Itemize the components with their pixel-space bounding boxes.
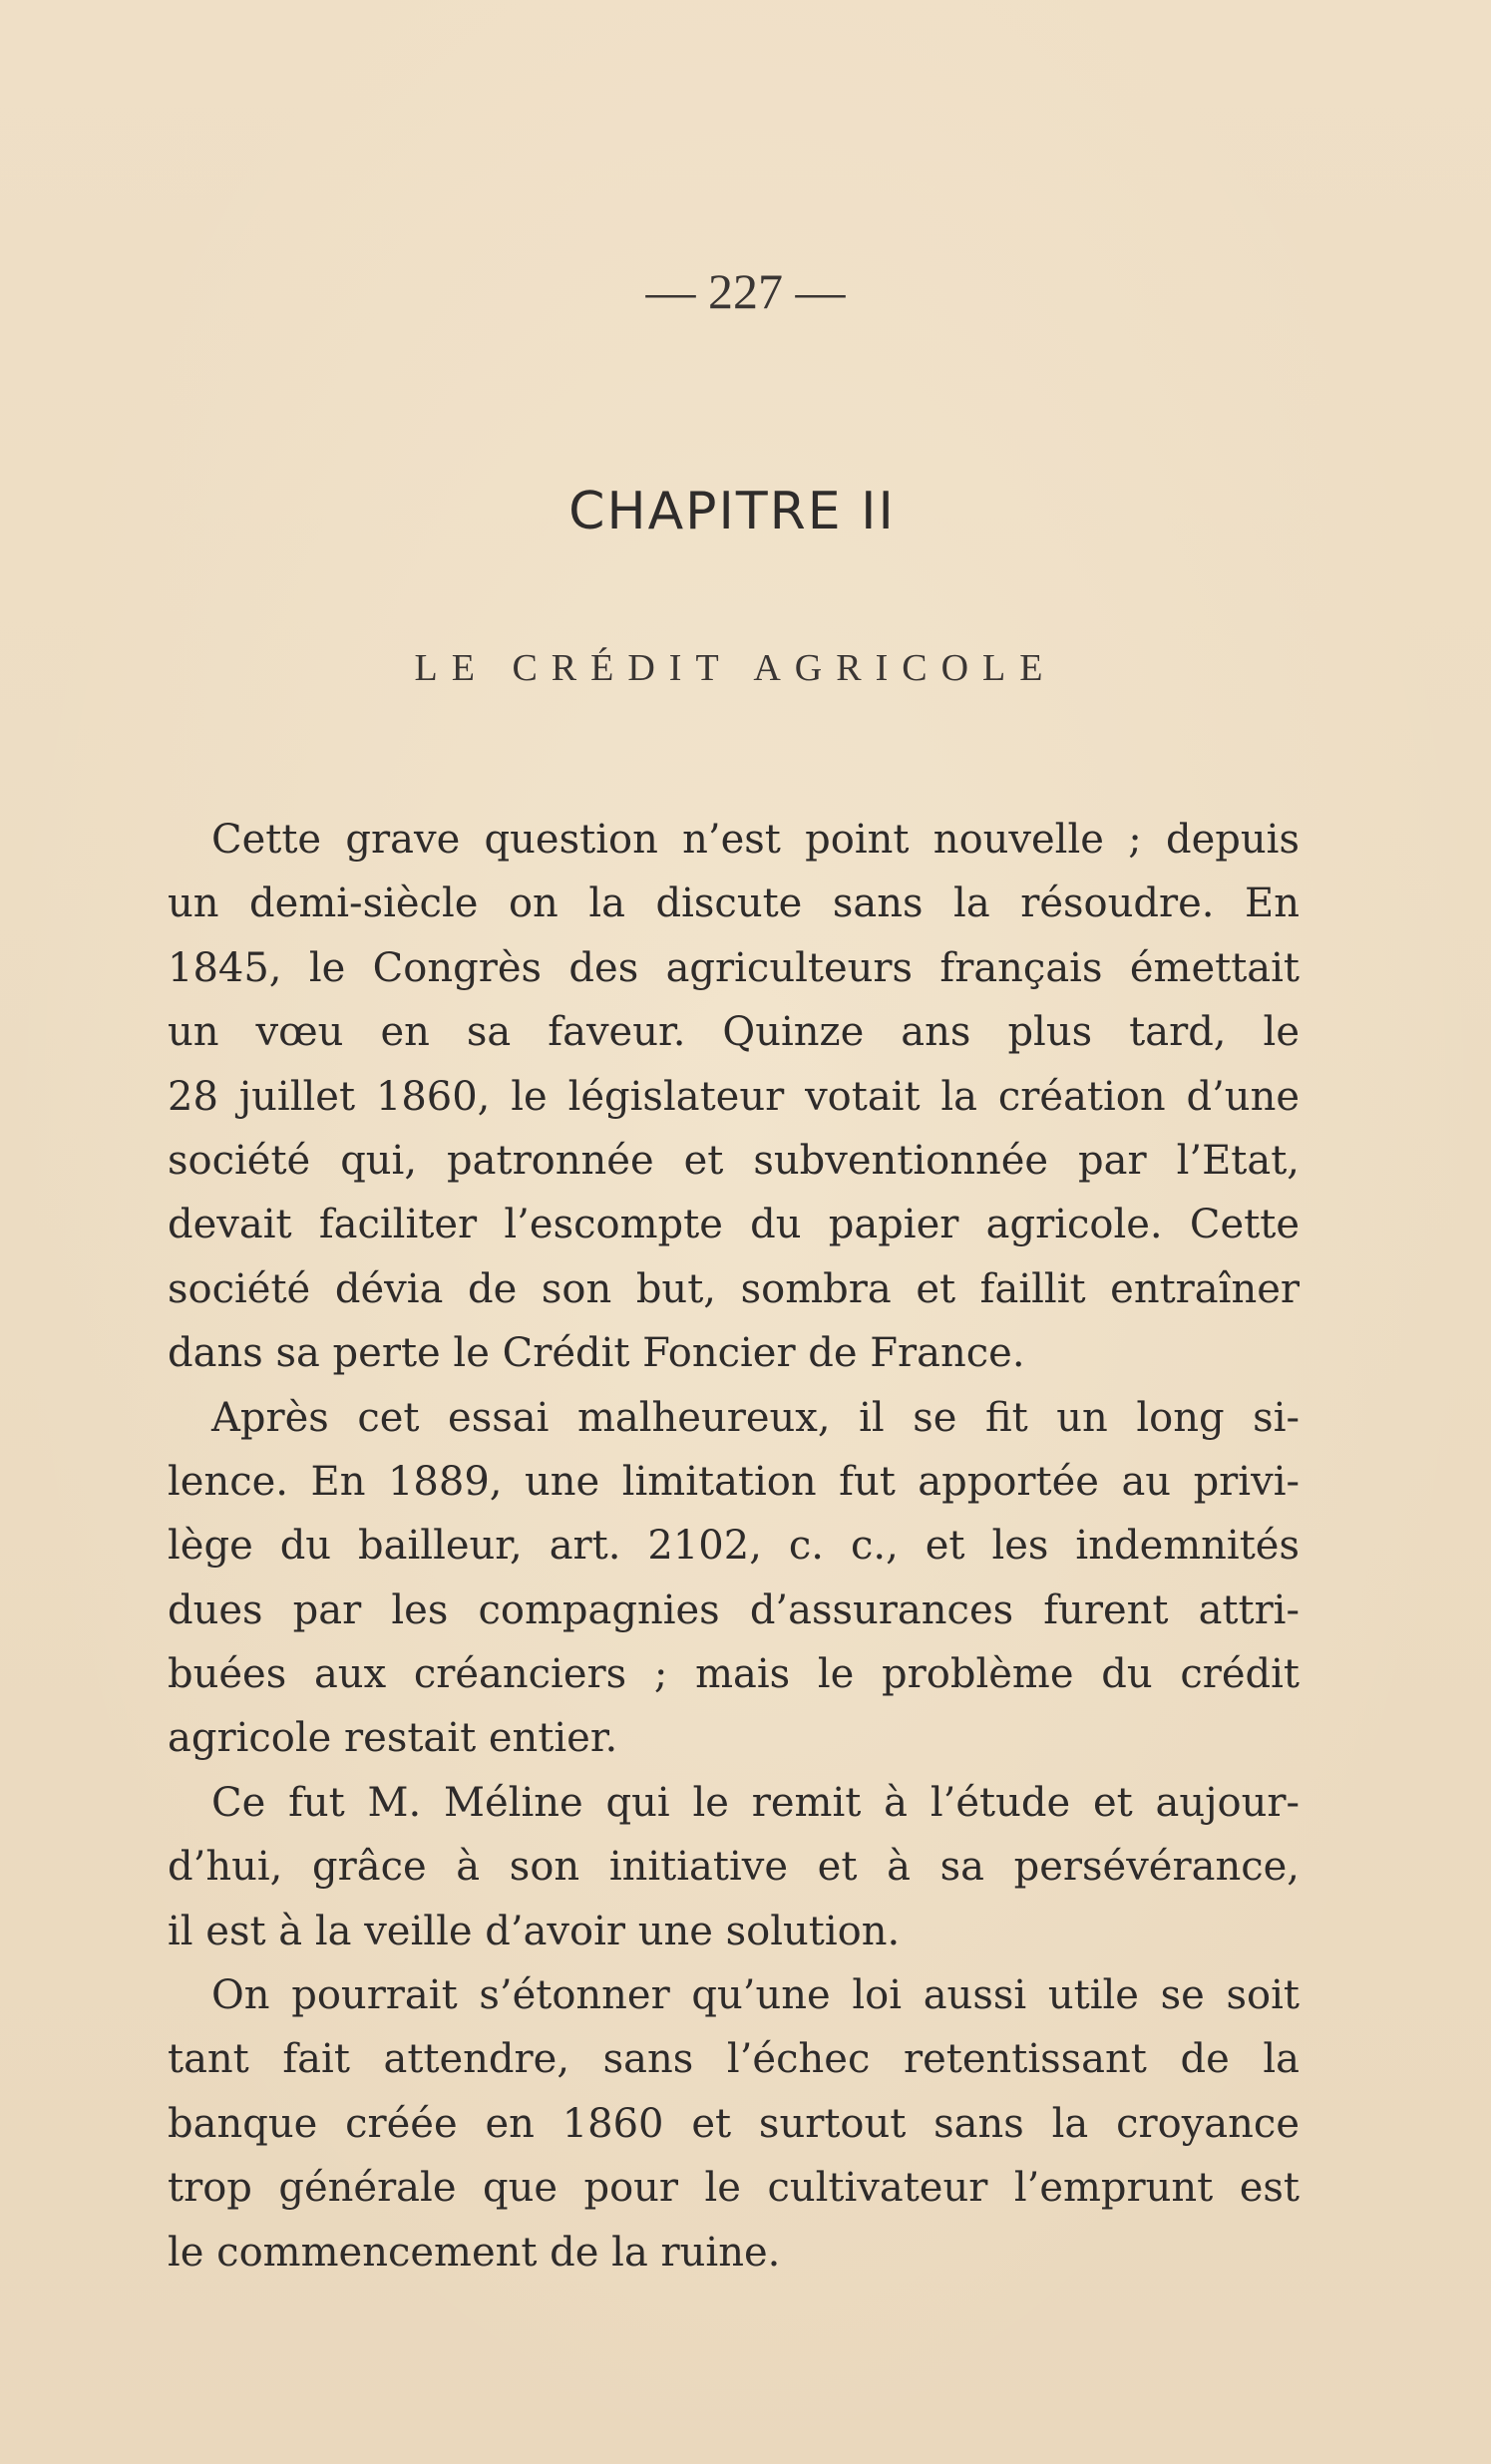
text-line: un vœu en sa faveur. Quinze ans plus tard, le bbox=[168, 1009, 1300, 1056]
chapter-title: CHAPITRE II bbox=[568, 482, 896, 541]
text-line: On pourrait s’étonner qu’une loi aussi utile se soit bbox=[211, 1972, 1300, 2019]
text-line: devait faciliter l’escompte du papier agricole. Cette bbox=[168, 1202, 1300, 1248]
text-line: Cette grave question n’est point nouvelle ; depuis bbox=[211, 817, 1300, 863]
text-line: dues par les compagnies d’assurances furent attri- bbox=[168, 1586, 1300, 1633]
text-line: d’hui, grâce à son initiative et à sa persévérance, bbox=[168, 1844, 1300, 1891]
text-line: lège du bailleur, art. 2102, c. c., et les indemnités bbox=[168, 1523, 1300, 1570]
text-line: le commencement de la ruine. bbox=[168, 2229, 781, 2276]
text-line: il est à la veille d’avoir une solution. bbox=[168, 1908, 901, 1954]
text-line: agricole restait entier. bbox=[168, 1715, 618, 1762]
text-line: Après cet essai malheureux, il se fit un long si- bbox=[211, 1394, 1300, 1441]
text-line: lence. En 1889, une limitation fut apportée au privi- bbox=[168, 1458, 1300, 1505]
text-line: tant fait attendre, sans l’échec retentissant de la bbox=[168, 2036, 1300, 2083]
text-line: société dévia de son but, sombra et faillit entraîner bbox=[168, 1265, 1300, 1312]
text-line: trop générale que pour le cultivateur l’emprunt est bbox=[168, 2165, 1300, 2212]
section-title: LE CRÉDIT AGRICOLE bbox=[414, 647, 1057, 689]
text-line: dans sa perte le Crédit Foncier de France. bbox=[168, 1330, 1025, 1377]
text-line: buées aux créanciers ; mais le problème du crédit bbox=[168, 1651, 1300, 1698]
body-text bbox=[168, 808, 1300, 2285]
text-line: un demi-siècle on la discute sans la résoudre. En bbox=[168, 880, 1300, 927]
text-line: Ce fut M. Méline qui le remit à l’étude et aujour- bbox=[211, 1779, 1300, 1826]
text-line: société qui, patronnée et subventionnée par l’Etat, bbox=[168, 1137, 1300, 1184]
page-number: — 227 — bbox=[645, 263, 846, 319]
text-line: 28 juillet 1860, le législateur votait la création d’une bbox=[168, 1073, 1300, 1120]
text-line: 1845, le Congrès des agriculteurs français émettait bbox=[168, 944, 1300, 991]
text-line: banque créée en 1860 et surtout sans la croyance bbox=[168, 2100, 1300, 2147]
